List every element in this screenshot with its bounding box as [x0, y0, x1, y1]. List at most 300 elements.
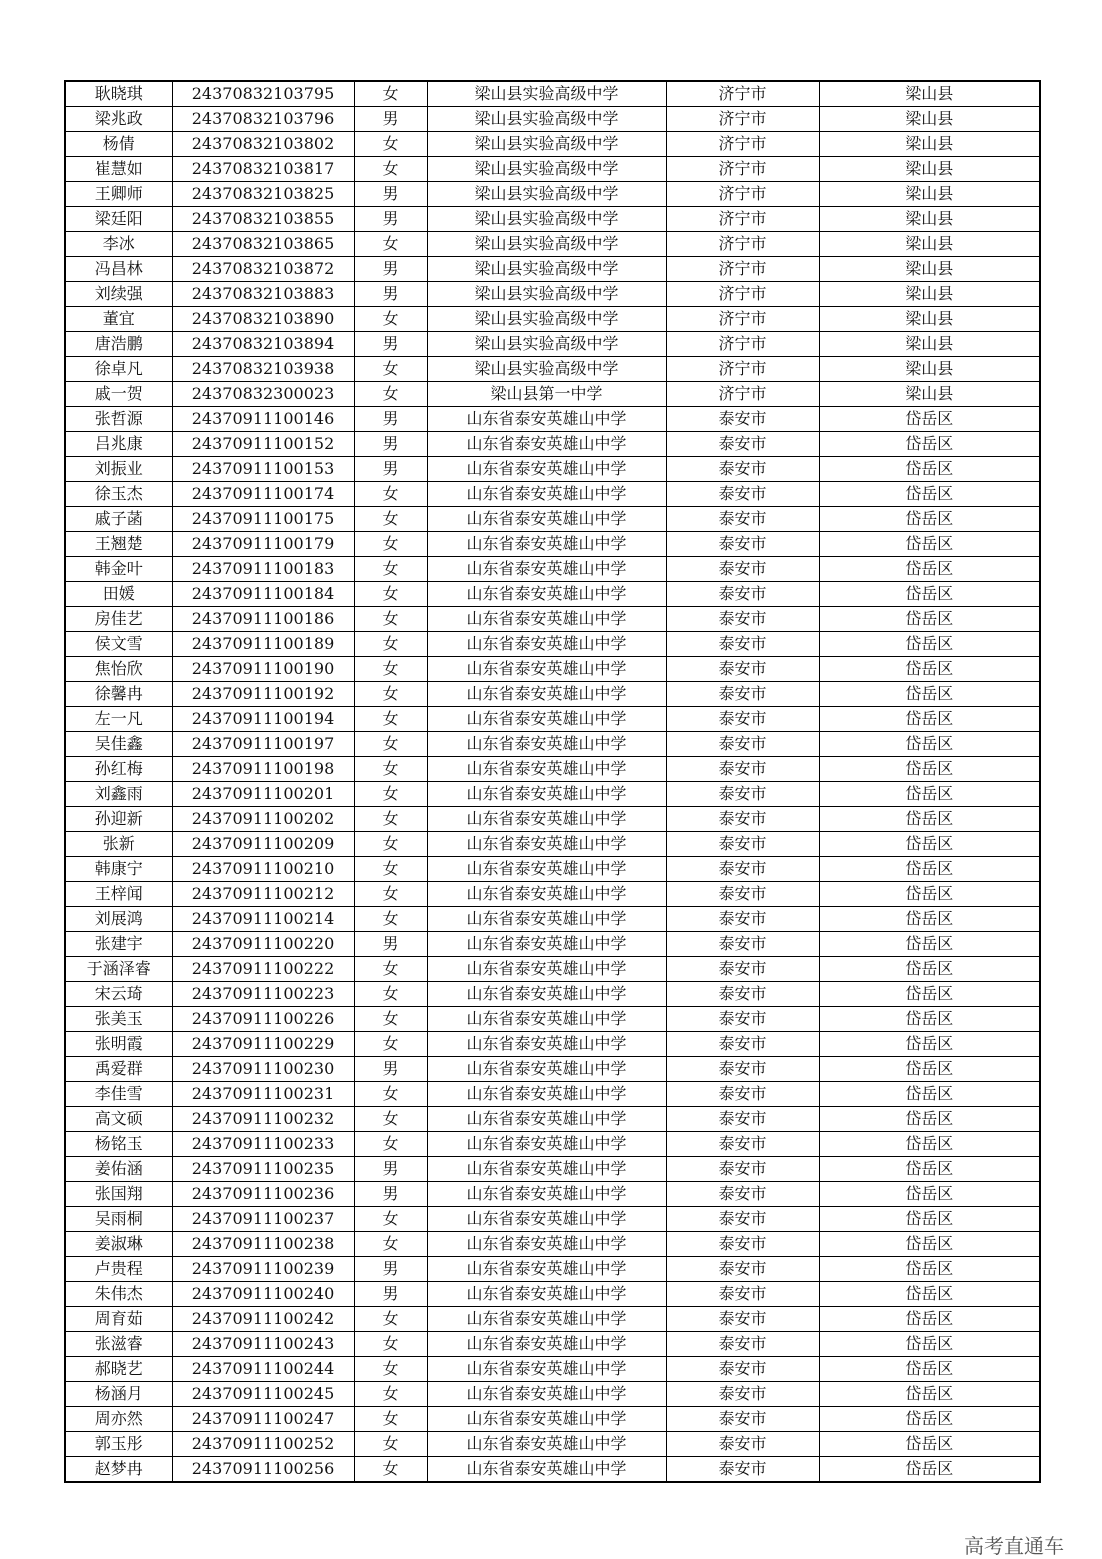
city-cell: 泰安市 — [666, 907, 819, 932]
gender-cell: 女 — [354, 732, 427, 757]
school-cell: 山东省泰安英雄山中学 — [427, 1407, 666, 1432]
district-cell: 岱岳区 — [819, 532, 1040, 557]
student-name-cell: 郭玉彤 — [65, 1432, 172, 1457]
district-cell: 岱岳区 — [819, 1232, 1040, 1257]
table-row — [65, 1232, 1040, 1257]
city-cell: 泰安市 — [666, 1432, 819, 1457]
exam-number-cell: 24370911100186 — [172, 607, 354, 632]
city-cell: 济宁市 — [666, 207, 819, 232]
gender-cell: 男 — [354, 182, 427, 207]
table-row — [65, 1457, 1040, 1483]
student-name-cell: 孙迎新 — [65, 807, 172, 832]
table-row — [65, 1157, 1040, 1182]
student-name-cell: 郝晓艺 — [65, 1357, 172, 1382]
gender-cell: 女 — [354, 582, 427, 607]
exam-number-cell: 24370911100174 — [172, 482, 354, 507]
gender-cell: 男 — [354, 332, 427, 357]
student-roster-table — [64, 80, 1041, 1483]
table-row — [65, 232, 1040, 257]
city-cell: 济宁市 — [666, 257, 819, 282]
district-cell: 梁山县 — [819, 257, 1040, 282]
district-cell: 岱岳区 — [819, 707, 1040, 732]
city-cell: 泰安市 — [666, 982, 819, 1007]
school-cell: 梁山县实验高级中学 — [427, 282, 666, 307]
district-cell: 岱岳区 — [819, 732, 1040, 757]
table-row — [65, 332, 1040, 357]
table-row — [65, 282, 1040, 307]
city-cell: 泰安市 — [666, 657, 819, 682]
student-name-cell: 房佳艺 — [65, 607, 172, 632]
city-cell: 泰安市 — [666, 582, 819, 607]
exam-number-cell: 24370832103883 — [172, 282, 354, 307]
gender-cell: 女 — [354, 232, 427, 257]
table-row — [65, 757, 1040, 782]
table-row — [65, 1382, 1040, 1407]
student-name-cell: 焦怡欣 — [65, 657, 172, 682]
exam-number-cell: 24370911100153 — [172, 457, 354, 482]
school-cell: 梁山县实验高级中学 — [427, 107, 666, 132]
gender-cell: 女 — [354, 1432, 427, 1457]
school-cell: 山东省泰安英雄山中学 — [427, 1307, 666, 1332]
district-cell: 岱岳区 — [819, 607, 1040, 632]
exam-number-cell: 24370911100237 — [172, 1207, 354, 1232]
school-cell: 山东省泰安英雄山中学 — [427, 732, 666, 757]
exam-number-cell: 24370911100242 — [172, 1307, 354, 1332]
city-cell: 济宁市 — [666, 382, 819, 407]
gender-cell: 女 — [354, 782, 427, 807]
gender-cell: 女 — [354, 307, 427, 332]
gender-cell: 女 — [354, 1107, 427, 1132]
gender-cell: 女 — [354, 1332, 427, 1357]
city-cell: 泰安市 — [666, 1457, 819, 1483]
table-row — [65, 1332, 1040, 1357]
district-cell: 梁山县 — [819, 382, 1040, 407]
student-name-cell: 刘展鸿 — [65, 907, 172, 932]
gender-cell: 女 — [354, 382, 427, 407]
gender-cell: 男 — [354, 407, 427, 432]
gender-cell: 男 — [354, 1282, 427, 1307]
city-cell: 济宁市 — [666, 182, 819, 207]
gender-cell: 女 — [354, 1082, 427, 1107]
school-cell: 山东省泰安英雄山中学 — [427, 1007, 666, 1032]
school-cell: 山东省泰安英雄山中学 — [427, 1057, 666, 1082]
table-row — [65, 1207, 1040, 1232]
exam-number-cell: 24370911100231 — [172, 1082, 354, 1107]
city-cell: 泰安市 — [666, 482, 819, 507]
exam-number-cell: 24370832103825 — [172, 182, 354, 207]
district-cell: 岱岳区 — [819, 782, 1040, 807]
student-name-cell: 刘续强 — [65, 282, 172, 307]
school-cell: 梁山县实验高级中学 — [427, 307, 666, 332]
table-row — [65, 132, 1040, 157]
student-name-cell: 梁廷阳 — [65, 207, 172, 232]
city-cell: 泰安市 — [666, 857, 819, 882]
student-name-cell: 张美玉 — [65, 1007, 172, 1032]
school-cell: 山东省泰安英雄山中学 — [427, 1282, 666, 1307]
city-cell: 泰安市 — [666, 1332, 819, 1357]
district-cell: 岱岳区 — [819, 1332, 1040, 1357]
table-row — [65, 807, 1040, 832]
exam-number-cell: 24370832103865 — [172, 232, 354, 257]
exam-number-cell: 24370911100226 — [172, 1007, 354, 1032]
exam-number-cell: 24370911100247 — [172, 1407, 354, 1432]
school-cell: 山东省泰安英雄山中学 — [427, 632, 666, 657]
student-name-cell: 张滋睿 — [65, 1332, 172, 1357]
table-row — [65, 457, 1040, 482]
city-cell: 泰安市 — [666, 832, 819, 857]
city-cell: 泰安市 — [666, 957, 819, 982]
gender-cell: 男 — [354, 282, 427, 307]
student-name-cell: 李佳雪 — [65, 1082, 172, 1107]
city-cell: 泰安市 — [666, 1107, 819, 1132]
city-cell: 泰安市 — [666, 607, 819, 632]
district-cell: 岱岳区 — [819, 482, 1040, 507]
table-row — [65, 1107, 1040, 1132]
city-cell: 济宁市 — [666, 332, 819, 357]
school-cell: 山东省泰安英雄山中学 — [427, 407, 666, 432]
student-name-cell: 张哲源 — [65, 407, 172, 432]
exam-number-cell: 24370911100179 — [172, 532, 354, 557]
city-cell: 泰安市 — [666, 557, 819, 582]
gender-cell: 男 — [354, 257, 427, 282]
student-name-cell: 张明霞 — [65, 1032, 172, 1057]
student-name-cell: 禹爱群 — [65, 1057, 172, 1082]
exam-number-cell: 24370911100222 — [172, 957, 354, 982]
gender-cell: 女 — [354, 1382, 427, 1407]
table-row — [65, 932, 1040, 957]
exam-number-cell: 24370911100229 — [172, 1032, 354, 1057]
district-cell: 岱岳区 — [819, 1407, 1040, 1432]
exam-number-cell: 24370832103817 — [172, 157, 354, 182]
city-cell: 济宁市 — [666, 357, 819, 382]
exam-number-cell: 24370832300023 — [172, 382, 354, 407]
table-row — [65, 1282, 1040, 1307]
school-cell: 梁山县实验高级中学 — [427, 332, 666, 357]
exam-number-cell: 24370911100194 — [172, 707, 354, 732]
table-row — [65, 1132, 1040, 1157]
school-cell: 山东省泰安英雄山中学 — [427, 1357, 666, 1382]
district-cell: 梁山县 — [819, 357, 1040, 382]
gender-cell: 女 — [354, 882, 427, 907]
student-name-cell: 戚一贺 — [65, 382, 172, 407]
student-name-cell: 宋云琦 — [65, 982, 172, 1007]
gender-cell: 女 — [354, 707, 427, 732]
student-name-cell: 王卿师 — [65, 182, 172, 207]
gender-cell: 男 — [354, 1182, 427, 1207]
city-cell: 济宁市 — [666, 232, 819, 257]
city-cell: 泰安市 — [666, 1232, 819, 1257]
school-cell: 梁山县第一中学 — [427, 382, 666, 407]
exam-number-cell: 24370832103855 — [172, 207, 354, 232]
exam-number-cell: 24370832103890 — [172, 307, 354, 332]
student-name-cell: 姜佑涵 — [65, 1157, 172, 1182]
city-cell: 泰安市 — [666, 1257, 819, 1282]
gender-cell: 女 — [354, 1032, 427, 1057]
city-cell: 泰安市 — [666, 682, 819, 707]
student-name-cell: 田媛 — [65, 582, 172, 607]
district-cell: 梁山县 — [819, 207, 1040, 232]
student-name-cell: 刘振业 — [65, 457, 172, 482]
student-name-cell: 姜淑琳 — [65, 1232, 172, 1257]
gender-cell: 女 — [354, 982, 427, 1007]
table-row — [65, 1182, 1040, 1207]
district-cell: 岱岳区 — [819, 457, 1040, 482]
district-cell: 梁山县 — [819, 332, 1040, 357]
exam-number-cell: 24370911100146 — [172, 407, 354, 432]
city-cell: 泰安市 — [666, 1057, 819, 1082]
gender-cell: 女 — [354, 807, 427, 832]
district-cell: 岱岳区 — [819, 1032, 1040, 1057]
school-cell: 山东省泰安英雄山中学 — [427, 757, 666, 782]
district-cell: 岱岳区 — [819, 557, 1040, 582]
exam-number-cell: 24370911100238 — [172, 1232, 354, 1257]
gender-cell: 女 — [354, 1132, 427, 1157]
table-row — [65, 1432, 1040, 1457]
student-name-cell: 高文硕 — [65, 1107, 172, 1132]
exam-number-cell: 24370911100223 — [172, 982, 354, 1007]
district-cell: 岱岳区 — [819, 432, 1040, 457]
city-cell: 泰安市 — [666, 807, 819, 832]
table-row — [65, 907, 1040, 932]
school-cell: 山东省泰安英雄山中学 — [427, 1107, 666, 1132]
school-cell: 山东省泰安英雄山中学 — [427, 1382, 666, 1407]
exam-number-cell: 24370911100244 — [172, 1357, 354, 1382]
gender-cell: 女 — [354, 507, 427, 532]
city-cell: 泰安市 — [666, 1207, 819, 1232]
city-cell: 泰安市 — [666, 782, 819, 807]
city-cell: 泰安市 — [666, 1407, 819, 1432]
school-cell: 山东省泰安英雄山中学 — [427, 882, 666, 907]
district-cell: 岱岳区 — [819, 907, 1040, 932]
school-cell: 梁山县实验高级中学 — [427, 357, 666, 382]
student-name-cell: 戚子菡 — [65, 507, 172, 532]
gender-cell: 男 — [354, 932, 427, 957]
city-cell: 泰安市 — [666, 457, 819, 482]
gender-cell: 女 — [354, 757, 427, 782]
exam-number-cell: 24370911100233 — [172, 1132, 354, 1157]
exam-number-cell: 24370911100189 — [172, 632, 354, 657]
school-cell: 山东省泰安英雄山中学 — [427, 1157, 666, 1182]
school-cell: 山东省泰安英雄山中学 — [427, 707, 666, 732]
gender-cell: 男 — [354, 107, 427, 132]
gender-cell: 女 — [354, 857, 427, 882]
exam-number-cell: 24370911100212 — [172, 882, 354, 907]
district-cell: 梁山县 — [819, 157, 1040, 182]
exam-number-cell: 24370911100236 — [172, 1182, 354, 1207]
city-cell: 泰安市 — [666, 1382, 819, 1407]
table-row — [65, 482, 1040, 507]
school-cell: 山东省泰安英雄山中学 — [427, 657, 666, 682]
student-name-cell: 卢贵程 — [65, 1257, 172, 1282]
school-cell: 山东省泰安英雄山中学 — [427, 1082, 666, 1107]
city-cell: 济宁市 — [666, 307, 819, 332]
district-cell: 岱岳区 — [819, 1282, 1040, 1307]
table-row — [65, 782, 1040, 807]
district-cell: 梁山县 — [819, 107, 1040, 132]
school-cell: 梁山县实验高级中学 — [427, 232, 666, 257]
student-name-cell: 孙红梅 — [65, 757, 172, 782]
exam-number-cell: 24370832103796 — [172, 107, 354, 132]
exam-number-cell: 24370911100152 — [172, 432, 354, 457]
school-cell: 山东省泰安英雄山中学 — [427, 482, 666, 507]
school-cell: 梁山县实验高级中学 — [427, 81, 666, 107]
gender-cell: 女 — [354, 357, 427, 382]
table-row — [65, 1307, 1040, 1332]
exam-number-cell: 24370911100214 — [172, 907, 354, 932]
table-row — [65, 982, 1040, 1007]
school-cell: 山东省泰安英雄山中学 — [427, 1332, 666, 1357]
exam-number-cell: 24370911100239 — [172, 1257, 354, 1282]
city-cell: 泰安市 — [666, 882, 819, 907]
school-cell: 山东省泰安英雄山中学 — [427, 1457, 666, 1483]
school-cell: 山东省泰安英雄山中学 — [427, 457, 666, 482]
table-row — [65, 632, 1040, 657]
school-cell: 山东省泰安英雄山中学 — [427, 582, 666, 607]
table-row — [65, 307, 1040, 332]
gender-cell: 女 — [354, 682, 427, 707]
gender-cell: 女 — [354, 907, 427, 932]
city-cell: 泰安市 — [666, 1157, 819, 1182]
student-name-cell: 韩金叶 — [65, 557, 172, 582]
student-name-cell: 周育茹 — [65, 1307, 172, 1332]
table-row — [65, 882, 1040, 907]
school-cell: 山东省泰安英雄山中学 — [427, 832, 666, 857]
gender-cell: 女 — [354, 957, 427, 982]
district-cell: 岱岳区 — [819, 1307, 1040, 1332]
district-cell: 岱岳区 — [819, 507, 1040, 532]
table-row — [65, 257, 1040, 282]
city-cell: 泰安市 — [666, 1132, 819, 1157]
student-name-cell: 于涵泽睿 — [65, 957, 172, 982]
student-name-cell: 张新 — [65, 832, 172, 857]
gender-cell: 女 — [354, 1007, 427, 1032]
table-row — [65, 1257, 1040, 1282]
district-cell: 梁山县 — [819, 232, 1040, 257]
gender-cell: 女 — [354, 1207, 427, 1232]
district-cell: 岱岳区 — [819, 632, 1040, 657]
student-name-cell: 朱伟杰 — [65, 1282, 172, 1307]
exam-number-cell: 24370911100243 — [172, 1332, 354, 1357]
gender-cell: 女 — [354, 81, 427, 107]
district-cell: 梁山县 — [819, 132, 1040, 157]
school-cell: 山东省泰安英雄山中学 — [427, 1207, 666, 1232]
school-cell: 山东省泰安英雄山中学 — [427, 682, 666, 707]
exam-number-cell: 24370832103802 — [172, 132, 354, 157]
student-name-cell: 吴雨桐 — [65, 1207, 172, 1232]
student-name-cell: 杨倩 — [65, 132, 172, 157]
table-row — [65, 357, 1040, 382]
gender-cell: 女 — [354, 1407, 427, 1432]
exam-number-cell: 24370911100190 — [172, 657, 354, 682]
gender-cell: 男 — [354, 1157, 427, 1182]
city-cell: 泰安市 — [666, 1357, 819, 1382]
gender-cell: 女 — [354, 157, 427, 182]
gender-cell: 女 — [354, 1232, 427, 1257]
student-name-cell: 耿晓琪 — [65, 81, 172, 107]
student-name-cell: 刘鑫雨 — [65, 782, 172, 807]
district-cell: 梁山县 — [819, 81, 1040, 107]
student-name-cell: 吴佳鑫 — [65, 732, 172, 757]
table-row — [65, 1357, 1040, 1382]
exam-number-cell: 24370911100183 — [172, 557, 354, 582]
table-row — [65, 657, 1040, 682]
table-row — [65, 1057, 1040, 1082]
district-cell: 岱岳区 — [819, 1157, 1040, 1182]
student-name-cell: 梁兆政 — [65, 107, 172, 132]
city-cell: 泰安市 — [666, 507, 819, 532]
district-cell: 岱岳区 — [819, 932, 1040, 957]
gender-cell: 女 — [354, 557, 427, 582]
city-cell: 泰安市 — [666, 707, 819, 732]
city-cell: 泰安市 — [666, 757, 819, 782]
school-cell: 山东省泰安英雄山中学 — [427, 507, 666, 532]
school-cell: 山东省泰安英雄山中学 — [427, 1132, 666, 1157]
student-name-cell: 王梓闻 — [65, 882, 172, 907]
city-cell: 泰安市 — [666, 1282, 819, 1307]
gender-cell: 女 — [354, 532, 427, 557]
district-cell: 岱岳区 — [819, 1007, 1040, 1032]
table-row — [65, 182, 1040, 207]
district-cell: 岱岳区 — [819, 957, 1040, 982]
table-row — [65, 1007, 1040, 1032]
gender-cell: 男 — [354, 1057, 427, 1082]
gender-cell: 男 — [354, 207, 427, 232]
table-row — [65, 81, 1040, 107]
gender-cell: 女 — [354, 632, 427, 657]
school-cell: 山东省泰安英雄山中学 — [427, 782, 666, 807]
table-row — [65, 607, 1040, 632]
district-cell: 岱岳区 — [819, 1382, 1040, 1407]
district-cell: 岱岳区 — [819, 982, 1040, 1007]
district-cell: 岱岳区 — [819, 1182, 1040, 1207]
table-row — [65, 707, 1040, 732]
district-cell: 岱岳区 — [819, 582, 1040, 607]
city-cell: 济宁市 — [666, 132, 819, 157]
gender-cell: 男 — [354, 1257, 427, 1282]
school-cell: 梁山县实验高级中学 — [427, 207, 666, 232]
student-name-cell: 左一凡 — [65, 707, 172, 732]
table-row — [65, 1407, 1040, 1432]
student-name-cell: 吕兆康 — [65, 432, 172, 457]
table-row — [65, 1082, 1040, 1107]
gender-cell: 女 — [354, 1307, 427, 1332]
city-cell: 泰安市 — [666, 1307, 819, 1332]
table-row — [65, 732, 1040, 757]
student-name-cell: 张国翔 — [65, 1182, 172, 1207]
exam-number-cell: 24370832103938 — [172, 357, 354, 382]
student-name-cell: 徐馨冉 — [65, 682, 172, 707]
gender-cell: 女 — [354, 607, 427, 632]
school-cell: 梁山县实验高级中学 — [427, 257, 666, 282]
roster-body — [65, 81, 1040, 1482]
school-cell: 梁山县实验高级中学 — [427, 157, 666, 182]
exam-number-cell: 24370911100256 — [172, 1457, 354, 1483]
city-cell: 泰安市 — [666, 1032, 819, 1057]
student-name-cell: 李冰 — [65, 232, 172, 257]
district-cell: 岱岳区 — [819, 857, 1040, 882]
exam-number-cell: 24370911100245 — [172, 1382, 354, 1407]
district-cell: 岱岳区 — [819, 682, 1040, 707]
district-cell: 岱岳区 — [819, 882, 1040, 907]
exam-number-cell: 24370911100184 — [172, 582, 354, 607]
city-cell: 泰安市 — [666, 1082, 819, 1107]
exam-number-cell: 24370911100235 — [172, 1157, 354, 1182]
table-row — [65, 407, 1040, 432]
district-cell: 岱岳区 — [819, 1207, 1040, 1232]
table-row — [65, 157, 1040, 182]
city-cell: 泰安市 — [666, 732, 819, 757]
school-cell: 山东省泰安英雄山中学 — [427, 982, 666, 1007]
